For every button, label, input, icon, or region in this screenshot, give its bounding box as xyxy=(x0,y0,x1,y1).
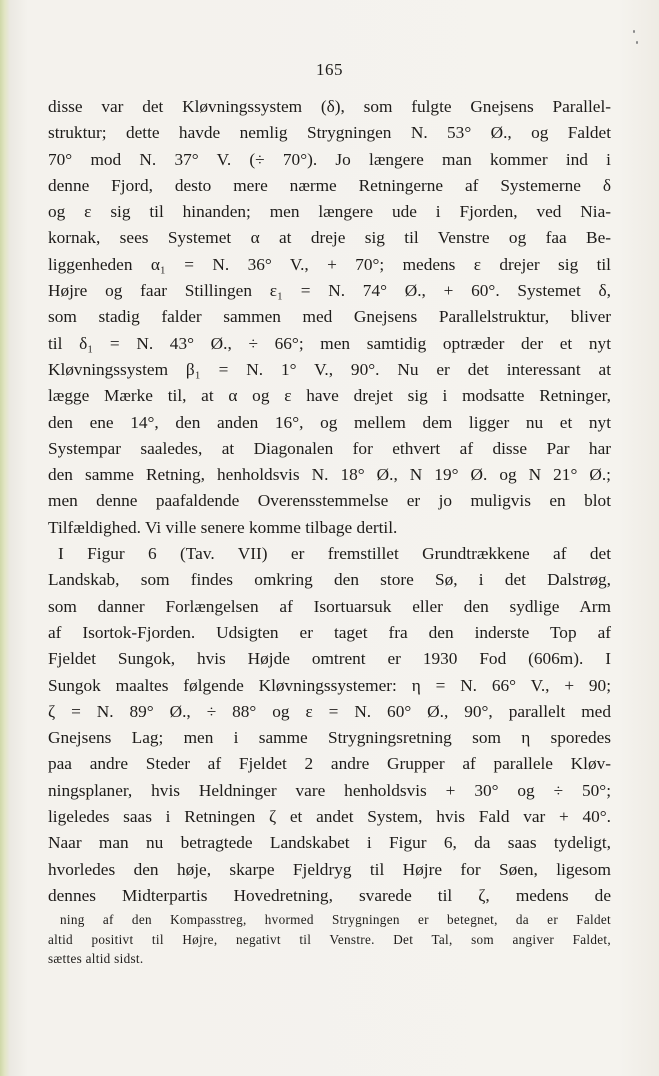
text-line: hvorledes den høje, skarpe Fjeldryg til Højre for Søen, ligesom xyxy=(48,859,611,879)
ink-speck xyxy=(633,30,635,33)
ink-speck xyxy=(636,41,638,44)
text-line: som danner Forlængelsen af Isortuarsuk eller den sydlige Arm xyxy=(48,596,611,616)
text-line: som stadig falder sammen med Gnejsens Parallelstruktur, bliver xyxy=(48,307,611,327)
text-line: ningsplaner, hvis Heldninger vare henholdsvis + 30° og ÷ 50°; xyxy=(48,780,611,800)
text-line: Tilfældighed. Vi ville senere komme tilbage dertil. xyxy=(48,517,398,537)
text-line: Kløvningssystem β₁ = N. 1° V., 90°. Nu er det interessant at xyxy=(48,359,611,379)
footnote-line: sættes altid sidst. xyxy=(48,951,144,966)
text-line: og ε sig til hinanden; men længere ude i Fjorden, ved Nia- xyxy=(48,202,611,222)
text-line: Sungok maaltes følgende Kløvningssystemer: η = N. 66° V., + 90; xyxy=(48,675,611,695)
text-line: Landskab, som findes omkring den store Sø, i det Dalstrøg, xyxy=(48,570,611,590)
text-line: Fjeldet Sungok, hvis Højde omtrent er 1930 Fod (606m). I xyxy=(48,649,611,669)
text-line: lægge Mærke til, at α og ε have drejet sig i modsatte Retninger, xyxy=(48,386,611,406)
text-line: struktur; dette havde nemlig Strygningen N. 53° Ø., og Faldet xyxy=(48,123,611,143)
text-line: ζ = N. 89° Ø., ÷ 88° og ε = N. 60° Ø., 90°, parallelt med xyxy=(48,701,611,721)
text-line: men denne paafaldende Overensstemmelse er jo muligvis en blot xyxy=(48,491,611,511)
footnote-line: altid positivt til Højre, negativt til Venstre. Det Tal, som angiver Faldet, xyxy=(48,931,611,947)
text-line: til δ₁ = N. 43° Ø., ÷ 66°; men samtidig optræder der et nyt xyxy=(48,333,611,353)
text-line: paa andre Steder af Fjeldet 2 andre Grupper af parallele Kløv- xyxy=(48,754,611,774)
book-spine-edge xyxy=(0,0,10,1076)
text-line: Systempar saaledes, at Diagonalen for ethvert af disse Par har xyxy=(48,438,611,458)
text-line: Naar man nu betragtede Landskabet i Figur 6, da saas tydeligt, xyxy=(48,833,611,853)
text-line: den ene 14°, den anden 16°, og mellem dem ligger nu et nyt xyxy=(48,412,611,432)
text-line: af Isortok-Fjorden. Udsigten er taget fra den inderste Top af xyxy=(48,622,611,642)
text-line: dennes Midterpartis Hovedretning, svarede til ζ, medens de xyxy=(48,885,611,905)
text-line: I Figur 6 (Tav. VII) er fremstillet Grundtrækkene af det xyxy=(58,544,611,564)
text-line: ligeledes saas i Retningen ζ et andet System, hvis Fald var + 40°. xyxy=(48,807,611,827)
text-line: disse var det Kløvningssystem (δ), som fulgte Gnejsens Parallel- xyxy=(48,97,611,116)
text-line: den samme Retning, henholdsvis N. 18° Ø., N 19° Ø. og N 21° Ø.; xyxy=(48,465,611,485)
page-number: 165 xyxy=(316,60,343,79)
footnote-line: ning af den Kompasstreg, hvormed Strygningen er betegnet, da er Faldet xyxy=(60,912,611,927)
text-line: kornak, sees Systemet α at dreje sig til Venstre og faa Be- xyxy=(48,228,611,248)
text-line: liggenheden α₁ = N. 36° V., + 70°; medens ε drejer sig til xyxy=(48,254,611,274)
body-text xyxy=(48,94,611,909)
text-line: Gnejsens Lag; men i samme Strygningsretning som η sporedes xyxy=(48,728,611,748)
text-line: Højre og faar Stillingen ε₁ = N. 74° Ø., + 60°. Systemet δ, xyxy=(48,281,611,301)
footnote xyxy=(48,910,611,969)
text-line: 70° mod N. 37° V. (÷ 70°). Jo længere man kommer ind i xyxy=(48,149,611,169)
text-line: denne Fjord, desto mere nærme Retningerne af Systemerne δ xyxy=(48,175,611,195)
